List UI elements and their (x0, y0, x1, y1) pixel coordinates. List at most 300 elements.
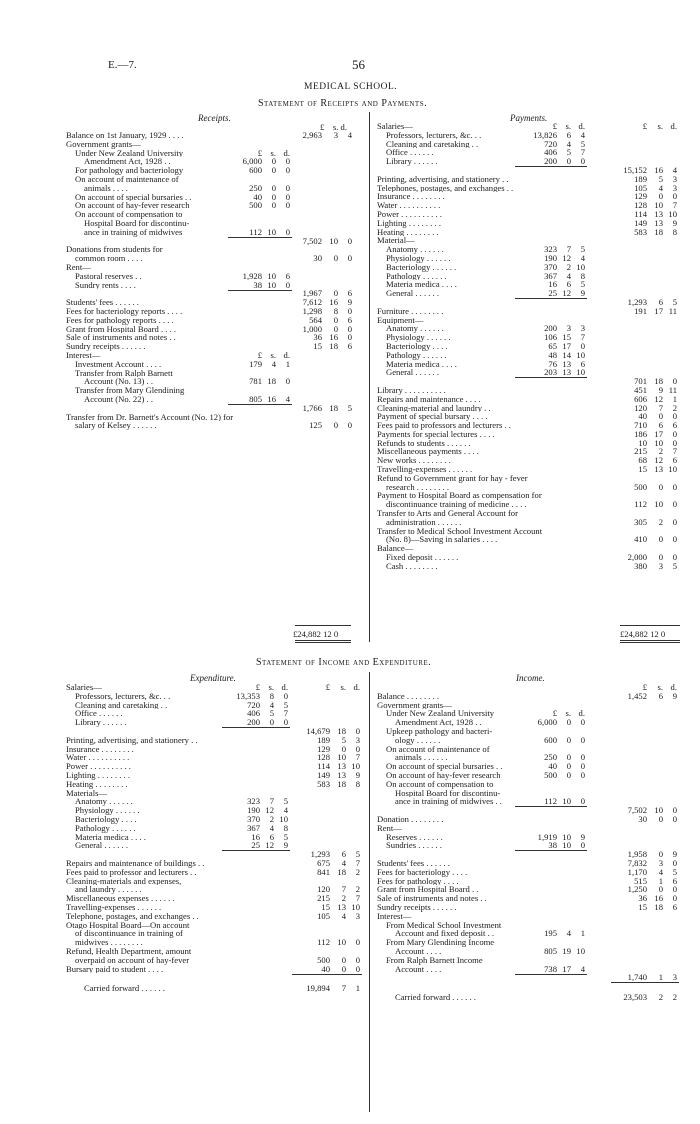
sub-amount-cell: 25 (548, 288, 557, 299)
row-label: Transfer to Arts and General Account for (377, 509, 518, 518)
sub-amount-cell: 10 (279, 813, 288, 824)
row-label: Transfer from Mary Glendining (75, 386, 185, 395)
amount-cell: 128 (634, 200, 647, 211)
row-label: Fees paid to professor and lecturers . . (66, 867, 197, 877)
amount-cell: 10 (351, 761, 360, 772)
row-label: Upkeep pathology and bacteri- (386, 726, 493, 736)
amount-cell: 0 (658, 481, 663, 492)
row-label: Lighting . . . . . . . . (66, 770, 130, 780)
row-label: From Medical School Investment (386, 920, 502, 930)
row-label: salary of Kelsey . . . . . . (75, 421, 157, 431)
table-row (377, 228, 682, 237)
row-label: Sale of instruments and notes . . (66, 333, 176, 343)
sub-amount-cell: 1,919 (537, 831, 557, 842)
table-row (377, 736, 682, 745)
row-label: and laundry . . . . . . (75, 885, 142, 895)
amount-cell: 18 (654, 376, 663, 387)
amount-cell: 1,293 (310, 849, 330, 860)
sub-amount-cell: 38 (548, 840, 557, 851)
sub-amount-cell: 40 (548, 761, 557, 772)
table-row (377, 762, 682, 771)
row-label: Fees for pathology reports . . . . (66, 315, 174, 325)
amount-cell: 10 (329, 235, 338, 246)
sub-amount-cell: 0 (283, 690, 288, 701)
row-label: Balance on 1st January, 1929 . . . . (66, 131, 184, 140)
column-divider (369, 112, 370, 642)
sub-amount-cell: 0 (566, 156, 571, 167)
amount-cell: 30 (638, 813, 647, 824)
amount-cell: 6 (672, 901, 677, 912)
table-row (377, 263, 682, 272)
amount-cell: 1,967 (302, 288, 322, 299)
amount-cell: 1 (658, 972, 663, 983)
row-label: Heating . . . . . . . . (377, 227, 439, 237)
sub-amount-cell: 0 (285, 191, 290, 202)
row-label: Library . . . . . . (386, 157, 438, 166)
row-label: Payment of special bursary . . . . (377, 412, 488, 422)
table-row (377, 982, 682, 991)
sub-amount-cell: 0 (580, 734, 585, 745)
table-row (377, 272, 682, 281)
row-label: Anatomy . . . . . . (75, 797, 133, 807)
table-row (66, 369, 356, 378)
row-label: animals . . . . . . (395, 753, 448, 763)
sub-amount-cell: 0 (285, 376, 290, 387)
row-label: Under New Zealand University (75, 148, 184, 158)
amount-cell: 10 (654, 499, 663, 510)
row-label: Office . . . . . . (75, 709, 123, 719)
amount-cell: 16 (329, 297, 338, 308)
amount-cell: 564 (309, 314, 322, 325)
sub-amount-cell: d. (578, 708, 585, 719)
row-label: On account of hay-fever research (75, 201, 190, 211)
sub-amount-cell: 0 (580, 752, 585, 763)
amount-cell: 6 (347, 314, 352, 325)
row-label: Grant from Hospital Board . . (377, 885, 479, 895)
income-expenditure-title: Statement of Income and Expenditure. (256, 657, 432, 668)
amount-cell: s. (657, 682, 663, 692)
pound-head: £ (320, 122, 325, 132)
amount-cell: 3 (658, 560, 663, 571)
row-label: On account of maintenance of (386, 744, 490, 754)
row-label: Repairs and maintenance . . . . (377, 394, 481, 404)
amount-cell: 2 (672, 991, 677, 1002)
receipts-table (66, 131, 356, 430)
sub-amount-cell: 15 (562, 332, 571, 343)
sub-amount-cell: £ (255, 682, 260, 692)
amount-cell: 4 (658, 866, 663, 877)
row-label: Equipment— (377, 315, 424, 325)
row-label: Account (No. 22) . . (84, 394, 153, 404)
sub-amount-cell: 190 (544, 252, 557, 263)
payments-heading: Payments. (510, 113, 548, 123)
amount-cell: 9 (658, 384, 663, 395)
sub-amount-cell: 323 (247, 796, 260, 807)
row-label: On account of compensation to (386, 779, 494, 789)
row-label: overpaid on account of hay-fever (75, 955, 190, 965)
amount-cell: 675 (317, 857, 330, 868)
row-label: animals . . . . (84, 183, 128, 193)
amount-cell: 0 (333, 288, 338, 299)
table-row (377, 430, 682, 439)
sub-amount-cell: 0 (580, 761, 585, 772)
amount-cell: 0 (672, 516, 677, 527)
amount-cell: 68 (638, 455, 647, 466)
row-label: Hospital Board for discontinu- (395, 788, 501, 798)
amount-cell: 1 (672, 393, 677, 404)
table-row (66, 219, 356, 228)
table-row (66, 201, 356, 210)
table-row (377, 148, 682, 157)
receipts-payments-title: Statement of Receipts and Payments. (258, 98, 428, 109)
table-row (377, 447, 682, 456)
sub-amount-cell: £ (552, 121, 557, 131)
table-row (66, 912, 366, 921)
sub-amount-cell: 0 (580, 840, 585, 851)
sub-amount-cell: 367 (544, 270, 557, 281)
sub-amount-cell: 2 (269, 813, 274, 824)
amount-cell: 0 (355, 937, 360, 948)
table-row (66, 797, 366, 806)
row-label: Pastoral reserves . . (75, 271, 142, 281)
table-row (66, 921, 366, 930)
table-row (66, 184, 356, 193)
row-label: Fees for bacteriology . . . . (377, 867, 468, 877)
table-row (377, 140, 682, 149)
sub-amount-cell: 5 (580, 138, 585, 149)
row-label: Account (No. 13) . . (84, 377, 153, 387)
row-label: New works . . . . . . . . (377, 456, 451, 466)
amount-cell: 120 (317, 884, 330, 895)
sub-amount-cell: 10 (576, 945, 585, 956)
table-row (377, 903, 682, 912)
row-label: General . . . . . . (386, 368, 439, 378)
sub-amount-cell: 200 (544, 323, 557, 334)
amount-cell: 15 (638, 901, 647, 912)
sub-amount-cell: 4 (269, 822, 274, 833)
table-row (377, 929, 682, 938)
amount-cell: 7 (658, 402, 663, 413)
row-label: Materia medica . . . . (386, 280, 457, 290)
sub-amount-cell: 6 (269, 831, 274, 842)
amount-cell: 6 (341, 849, 346, 860)
row-label: Travelling-expenses . . . . . . (66, 902, 162, 912)
row-label: Anatomy . . . . . . (386, 324, 444, 334)
amount-cell: 2 (355, 866, 360, 877)
amount-cell: 0 (672, 893, 677, 904)
row-label: General . . . . . . (75, 841, 128, 851)
amount-cell: 189 (634, 173, 647, 184)
row-label: Professors, lecturers, &c. . . (386, 130, 482, 140)
income-table (377, 683, 682, 1002)
amount-cell: 1,766 (302, 402, 322, 413)
sub-amount-cell: 0 (271, 182, 276, 193)
row-label: Lighting . . . . . . . . (377, 218, 441, 228)
table-row (66, 806, 366, 815)
amount-cell: 18 (329, 402, 338, 413)
sub-amount-cell: 200 (247, 717, 260, 728)
sub-amount-cell: 203 (544, 367, 557, 378)
table-row (377, 727, 682, 736)
amount-cell: 4 (658, 182, 663, 193)
row-label: Refund to Government grant for hay - fever (377, 473, 528, 483)
row-label: administration . . . . . . (386, 517, 462, 527)
amount-cell: 16 (654, 893, 663, 904)
sub-amount-cell: 13 (562, 358, 571, 369)
sub-amount-cell: 12 (265, 840, 274, 851)
row-label: Payments for special lectures . . . . (377, 429, 495, 439)
amount-cell: 0 (672, 437, 677, 448)
table-row (66, 815, 366, 824)
amount-cell: 3 (355, 910, 360, 921)
amount-cell: 2 (355, 884, 360, 895)
sub-amount-cell: 12 (562, 252, 571, 263)
table-row (377, 404, 682, 413)
sub-amount-cell: 5 (566, 147, 571, 158)
table-row (377, 307, 682, 316)
amount-cell: 5 (347, 402, 352, 413)
amount-cell: 1,298 (302, 305, 322, 316)
amount-cell: 0 (672, 191, 677, 202)
amount-cell: d. (670, 682, 677, 692)
row-label: Library . . . . . . (75, 718, 127, 727)
sub-amount-cell: 9 (580, 288, 585, 299)
amount-cell: 0 (355, 743, 360, 754)
sub-amount-cell: s. (270, 349, 276, 360)
row-label: of discontinuance in training of (75, 929, 183, 939)
row-label: Grant from Hospital Board . . . . (66, 324, 177, 334)
row-label: Interest— (377, 911, 412, 921)
row-label: Repairs and maintenance of buildings . . (66, 858, 205, 868)
table-row (66, 709, 366, 718)
row-label: Carried forward . . . . . . (84, 984, 165, 993)
row-label: Reserves . . . . . . (386, 832, 443, 842)
row-label: Water . . . . . . . . . . (377, 201, 441, 210)
amount-cell: 149 (634, 217, 647, 228)
table-row (377, 780, 682, 789)
sub-amount-cell: 13,826 (533, 129, 557, 140)
sub-amount-cell: 805 (249, 393, 262, 404)
amount-cell: 2,000 (627, 552, 647, 563)
amount-cell: 1,958 (627, 849, 647, 860)
amount-cell: 6 (672, 875, 677, 886)
table-row (377, 562, 682, 571)
table-row (377, 324, 682, 333)
sub-amount-cell: d. (281, 682, 288, 692)
row-label: Students' fees . . . . . . (66, 298, 139, 307)
sub-amount-cell: d. (578, 121, 585, 131)
amount-cell: 128 (317, 752, 330, 763)
amount-cell: 0 (355, 963, 360, 974)
amount-cell: 9 (672, 849, 677, 860)
sub-amount-cell: 0 (271, 200, 276, 211)
sub-amount-cell: 7 (269, 796, 274, 807)
sub-amount-cell: £ (552, 708, 557, 719)
row-label: Power . . . . . . . . . . (66, 762, 131, 771)
amount-cell: 1 (658, 875, 663, 886)
sub-amount-cell: 16 (548, 279, 557, 290)
table-row (66, 421, 356, 430)
sub-amount-cell: 106 (544, 332, 557, 343)
sub-amount-cell: 0 (580, 796, 585, 807)
table-row (377, 745, 682, 754)
amount-cell: 9 (355, 769, 360, 780)
sub-amount-cell: 0 (566, 734, 571, 745)
amount-cell: 0 (672, 534, 677, 545)
sub-amount-cell: 0 (285, 226, 290, 237)
row-label: Salaries— (66, 683, 102, 692)
row-label: Sundry rents . . . . (75, 280, 136, 290)
sub-amount-cell: 7 (580, 147, 585, 158)
amount-cell: 0 (347, 253, 352, 264)
table-row (66, 868, 366, 877)
sub-amount-cell: 500 (249, 200, 262, 211)
amount-cell: 380 (634, 560, 647, 571)
row-label: Otago Hospital Board—On account (66, 920, 190, 930)
row-label: Physiology . . . . . . (386, 253, 451, 263)
sub-amount-cell: 8 (580, 270, 585, 281)
table-row (66, 984, 366, 993)
sub-amount-cell: 0 (271, 165, 276, 176)
amount-cell: 710 (634, 420, 647, 431)
sub-amount-cell: 3 (566, 323, 571, 334)
amount-cell: 4 (347, 130, 352, 140)
amount-cell: 0 (672, 376, 677, 387)
row-label: ance in training of midwives (84, 227, 183, 237)
table-row (377, 789, 682, 798)
row-label: Hospital Board for discontinu- (84, 218, 190, 228)
row-label: Carried forward . . . . . . (395, 992, 476, 1002)
amount-cell: 0 (658, 813, 663, 824)
amount-cell: 1 (355, 983, 360, 994)
sub-amount-cell: 10 (267, 226, 276, 237)
column-divider-2 (369, 672, 370, 1112)
row-label: Cleaning and caretaking . . (386, 139, 479, 149)
row-label: (No. 8)—Saving in salaries . . . . (386, 535, 498, 545)
table-row (66, 377, 356, 386)
amount-cell: 3 (672, 182, 677, 193)
sub-amount-cell: 76 (548, 358, 557, 369)
row-label: Investment Account . . . . (75, 359, 162, 369)
sub-amount-cell: 1 (580, 928, 585, 939)
row-label: Bacteriology . . . . (386, 341, 448, 351)
row-label: Telephone, postages, and exchanges . . (66, 911, 199, 921)
amount-cell: 500 (634, 481, 647, 492)
amount-cell: 8 (333, 305, 338, 316)
table-row (377, 316, 682, 325)
sub-amount-cell: 1,928 (242, 270, 262, 281)
amount-cell: 120 (634, 402, 647, 413)
amount-cell: 841 (317, 866, 330, 877)
row-label: For pathology and bacteriology (75, 166, 184, 175)
row-label: Sale of instruments and notes . . (377, 894, 487, 903)
sub-amount-cell: 10 (576, 367, 585, 378)
amount-cell: 2 (672, 402, 677, 413)
sub-amount-cell: 5 (580, 244, 585, 255)
sub-amount-cell: 8 (269, 690, 274, 701)
amount-cell: 4 (672, 164, 677, 175)
amount-cell: 4 (341, 910, 346, 921)
table-row (66, 149, 356, 158)
row-label: Heating . . . . . . . . (66, 779, 128, 789)
amount-cell: 3 (672, 972, 677, 983)
amount-cell: 0 (672, 411, 677, 422)
amount-cell: 0 (658, 191, 663, 202)
sub-amount-cell: 19 (562, 945, 571, 956)
table-row (66, 342, 356, 351)
sub-amount-cell: s. (565, 121, 571, 131)
sub-amount-cell: 2 (566, 261, 571, 272)
sub-amount-cell: 112 (544, 796, 557, 807)
amount-cell: £ (642, 682, 647, 692)
amount-cell: 0 (333, 420, 338, 431)
sub-amount-cell: 7 (566, 244, 571, 255)
amount-cell: 5 (672, 866, 677, 877)
sub-amount-cell: 0 (580, 156, 585, 167)
sub-amount-cell: 4 (285, 393, 290, 404)
amount-cell: 3 (355, 734, 360, 745)
amount-cell: 701 (634, 376, 647, 387)
amount-cell: 0 (672, 552, 677, 563)
sub-amount-cell: 10 (562, 840, 571, 851)
amount-cell: 5 (355, 849, 360, 860)
amount-cell: 13 (337, 769, 346, 780)
row-label: Materia medica . . . . (386, 359, 457, 369)
amount-cell: 6 (658, 420, 663, 431)
sub-amount-cell: 38 (253, 279, 262, 290)
amount-cell: 16 (654, 164, 663, 175)
sub-amount-cell: 16 (251, 831, 260, 842)
row-label: Water . . . . . . . . . . (66, 753, 130, 763)
row-label: Donations from students for (66, 245, 163, 255)
amount-cell: 11 (668, 305, 677, 316)
amount-cell: 4 (341, 857, 346, 868)
payments-table (377, 122, 682, 571)
sub-amount-cell: 0 (271, 156, 276, 167)
amount-cell: 7 (672, 446, 677, 457)
sub-amount-cell: 4 (580, 252, 585, 263)
row-label: Printing, advertising, and stationery . . (66, 735, 198, 745)
amount-cell: 0 (341, 743, 346, 754)
amount-cell: 10 (337, 752, 346, 763)
row-label: Refund, Health Department, amount (66, 946, 192, 956)
amount-cell: 500 (317, 954, 330, 965)
amount-cell: 191 (634, 305, 647, 316)
amount-cell: 0 (658, 411, 663, 422)
amount-cell: 112 (317, 937, 330, 948)
sub-amount-cell: 5 (580, 279, 585, 290)
section-title: MEDICAL SCHOOL. (304, 82, 398, 92)
amount-cell: 1,740 (627, 972, 647, 983)
table-row (66, 175, 356, 184)
row-label: Cash . . . . . . . . (386, 561, 438, 571)
sub-amount-cell: 0 (566, 752, 571, 763)
amount-cell: 6 (672, 455, 677, 466)
table-row (66, 789, 366, 798)
amount-cell: 0 (658, 849, 663, 860)
row-label: discontinuance training of medicine . . . . (386, 500, 527, 510)
row-label: Furniture . . . . . . . . (377, 306, 444, 316)
amount-cell: 8 (672, 226, 677, 237)
amount-cell: 0 (672, 805, 677, 816)
table-row (66, 938, 366, 947)
sub-amount-cell: 12 (265, 805, 274, 816)
amount-cell: 129 (634, 191, 647, 202)
row-label: Sundry receipts . . . . . . (66, 342, 146, 351)
amount-cell: 13 (654, 208, 663, 219)
amount-cell: 186 (634, 428, 647, 439)
amount-cell: 13 (654, 464, 663, 475)
